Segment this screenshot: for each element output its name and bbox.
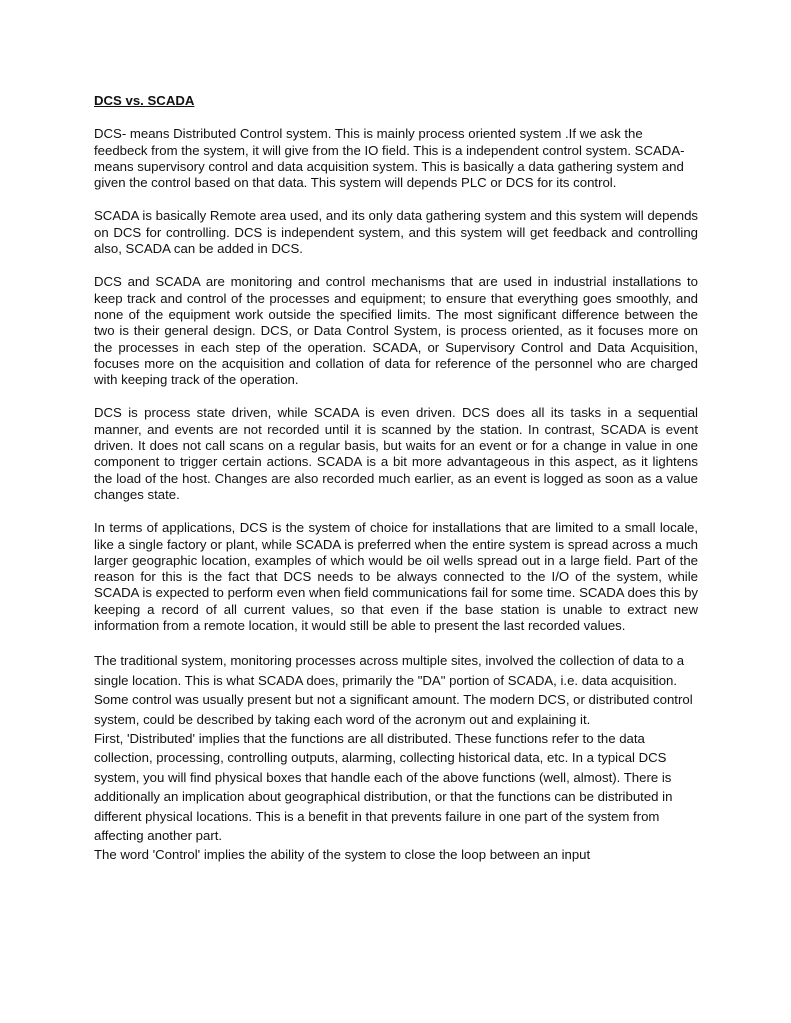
document-page <box>94 93 698 865</box>
paragraph-applications: In terms of applications, DCS is the system of choice for installations that are limited to a small locale, like a single factory or plant, while SCADA is preferred when the entire system is spread across a much larger geographic location, examples of which would be oil wells spread out in a large field. Part of the reason for this is the fact that DCS needs to be always connected to the I/O of the system, while SCADA is expected to perform even when field communications fail for some time. SCADA does this by keeping a record of all current values, so that even if the base station is unable to extract new information from a remote location, it would still be able to present the last recorded values. <box>94 520 698 634</box>
paragraph-dcs-definition: DCS- means Distributed Control system. This is mainly process oriented system .If we ask the feedbeck from the system, it will give from the IO field. This is a independent control system. SCADA-means supervisory control and data acquisition system. This is basically a data gathering system and given the control based on that data. This system will depends PLC or DCS for its control. <box>94 126 685 191</box>
paragraph-scada-remote: SCADA is basically Remote area used, and its only data gathering system and this system will depends on DCS for controlling. DCS is independent system, and this system will get feedback and controlling also, SCADA can be added in DCS. <box>94 208 698 257</box>
document-title: DCS vs. SCADA <box>94 93 195 108</box>
paragraph-monitoring-mechanisms: DCS and SCADA are monitoring and control mechanisms that are used in industrial installations to keep track and control of the processes and equipment; to ensure that everything goes smoothly, and none of the equipment work outside the specified limits. The most significant difference between the two is their general design. DCS, or Data Control System, is process oriented, as it focuses more on the processes in each step of the operation. SCADA, or Supervisory Control and Data Acquisition, focuses more on the acquisition and collation of data for reference of the personnel who are charged with keeping track of the operation. <box>94 274 698 388</box>
paragraph-control: The word 'Control' implies the ability of the system to close the loop between an input <box>94 847 591 863</box>
paragraph-state-vs-event: DCS is process state driven, while SCADA is even driven. DCS does all its tasks in a sequential manner, and events are not recorded until it is scanned by the station. In contrast, SCADA is event driven. It does not call scans on a regular basis, but waits for an event or for a change in value in one component to trigger certain actions. SCADA is a bit more advantageous in this aspect, as it lightens the load of the host. Changes are also recorded much earlier, as an event is logged as soon as a value changes state. <box>94 405 698 502</box>
paragraph-distributed: First, 'Distributed' implies that the functions are all distributed. These functions refer to the data collection, processing, controlling outputs, alarming, collecting historical data, etc. In a typical DCS system, you will find physical boxes that handle each of the above functions (well, almost). There is additionally an implication about geographical distribution, or that the functions can be distributed in different physical locations. This is a benefit in that prevents failure in one part of the system from affecting another part. <box>94 730 673 843</box>
paragraph-traditional-system: The traditional system, monitoring processes across multiple sites, involved the collection of data to a single location. This is what SCADA does, primarily the "DA" portion of SCADA, i.e. data acquisition. Some control was usually present but not a significant amount. The modern DCS, or distributed control system, could be described by taking each word of the acronym out and explaining it. <box>94 653 693 727</box>
